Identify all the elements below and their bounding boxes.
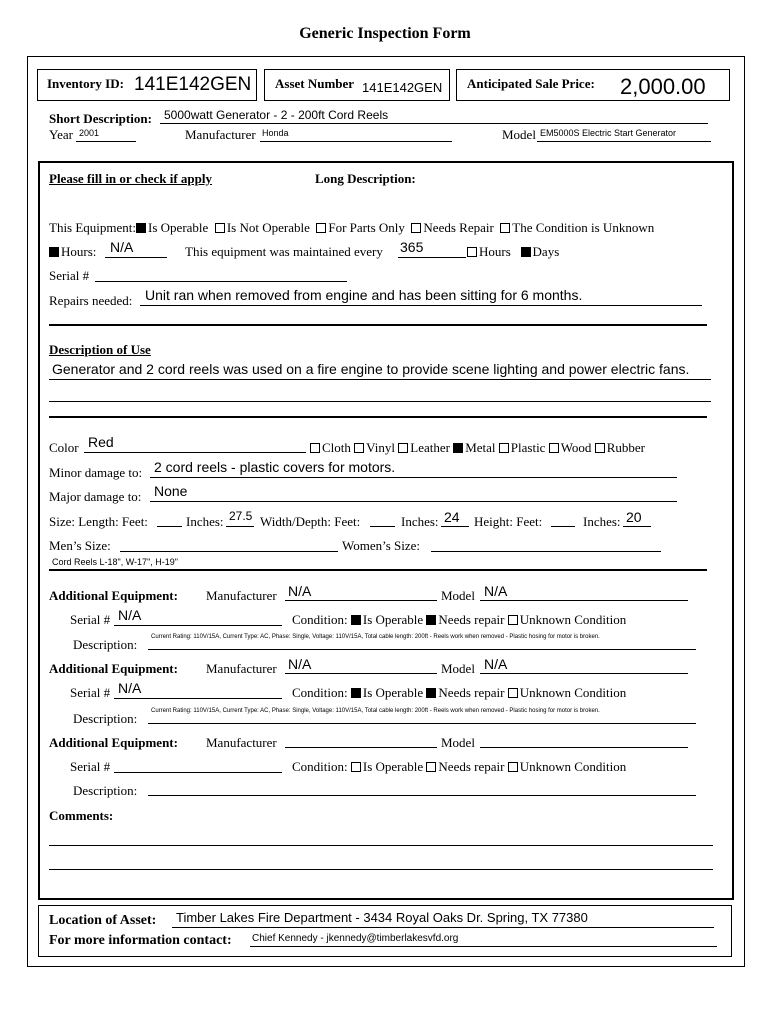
repairs-value[interactable]: Unit ran when removed from engine and has been sitting for 6 months. <box>145 287 583 303</box>
addl-2-description-value[interactable]: Current Rating: 110V/15A, Current Type: AC, Phase: Single, Voltage: 110V/15A, Total cable length: 200ft - Reels work when removed - Plastic hosing for motor is broken. <box>151 708 600 714</box>
addl-2-description-line <box>148 723 696 724</box>
addl-1-repair-label: Needs repair <box>438 612 505 627</box>
mens-size-label: Men’s Size: <box>49 538 111 553</box>
addl-2-repair-label: Needs repair <box>438 685 505 700</box>
inventory-id-label: Inventory ID: <box>47 76 124 91</box>
manufacturer-line <box>260 141 452 142</box>
addl-3-operable-checkbox[interactable] <box>351 762 361 772</box>
leather-checkbox[interactable] <box>398 443 408 453</box>
addl-2-condition-row <box>292 685 626 701</box>
womens-size-label: Women’s Size: <box>342 538 421 553</box>
use-divider <box>49 416 707 418</box>
addl-3-model-line[interactable] <box>480 747 688 748</box>
major-damage-value[interactable]: None <box>154 483 188 499</box>
addl-2-manufacturer-label: Manufacturer <box>206 661 277 676</box>
wood-label: Wood <box>560 440 592 455</box>
color-line <box>84 452 306 453</box>
addl-3-repair-checkbox[interactable] <box>426 762 436 772</box>
addl-2-manufacturer-line <box>285 673 437 674</box>
needs-repair-checkbox[interactable] <box>411 223 421 233</box>
addl-equipment-1-label: Additional Equipment: <box>49 588 178 603</box>
inventory-id-value[interactable]: 141E142GEN <box>134 74 252 95</box>
manufacturer-value[interactable]: Honda <box>262 128 289 138</box>
width-inches-value[interactable]: 24 <box>444 509 460 525</box>
maint-days-checkbox[interactable] <box>521 247 531 257</box>
short-description-label: Short Description: <box>49 111 152 126</box>
addl-1-repair-checkbox[interactable] <box>426 615 436 625</box>
use-label: Description of Use <box>49 342 151 357</box>
minor-damage-label: Minor damage to: <box>49 465 143 480</box>
width-inches-label: Inches: <box>401 514 439 529</box>
length-inches-line <box>226 526 254 527</box>
addl-1-model-label: Model <box>441 588 475 603</box>
addl-3-condition-row <box>292 759 626 775</box>
addl-1-manufacturer-value[interactable]: N/A <box>288 583 312 599</box>
addl-2-unknown-label: Unknown Condition <box>519 685 627 700</box>
asset-number-label: Asset Number <box>275 76 355 91</box>
condition-unknown-label: The Condition is Unknown <box>512 220 655 235</box>
minor-damage-line <box>150 477 677 478</box>
addl-equipment-3-label: Additional Equipment: <box>49 735 178 750</box>
contact-line <box>250 946 717 947</box>
addl-3-unknown-label: Unknown Condition <box>519 759 627 774</box>
maint-hours-checkbox[interactable] <box>467 247 477 257</box>
equipment-label: This Equipment: <box>49 220 137 235</box>
addl-2-serial-line <box>114 698 282 699</box>
serial-label: Serial # <box>49 268 90 283</box>
addl-2-operable-label: Is Operable <box>362 685 424 700</box>
height-inches-line <box>623 526 651 527</box>
repairs-line <box>140 305 702 306</box>
addl-3-description-label: Description: <box>73 783 138 798</box>
use-line-1 <box>49 379 711 380</box>
year-value[interactable]: 2001 <box>79 128 100 138</box>
width-feet-line[interactable] <box>370 526 395 527</box>
model-line <box>537 141 711 142</box>
operable-label: Is Operable <box>148 220 209 235</box>
repairs-divider <box>49 324 707 326</box>
addl-1-manufacturer-line <box>285 600 437 601</box>
addl-3-model-label: Model <box>441 735 475 750</box>
parts-only-checkbox[interactable] <box>316 223 326 233</box>
hours-value[interactable]: N/A <box>110 239 134 255</box>
long-description-label: Long Description: <box>315 171 416 186</box>
rubber-label: Rubber <box>606 440 645 455</box>
short-description-line <box>160 123 708 124</box>
color-value[interactable]: Red <box>88 434 114 450</box>
addl-2-model-value[interactable]: N/A <box>484 656 508 672</box>
addl-1-condition-row <box>292 612 626 628</box>
addl-3-unknown-checkbox[interactable] <box>508 762 518 772</box>
serial-line[interactable] <box>95 281 347 282</box>
addl-1-operable-label: Is Operable <box>362 612 424 627</box>
addl-equipment-2-label: Additional Equipment: <box>49 661 178 676</box>
sale-price-value[interactable]: 2,000.00 <box>620 74 706 99</box>
year-line <box>76 141 136 142</box>
model-value[interactable]: EM5000S Electric Start Generator <box>540 128 677 138</box>
addl-1-unknown-label: Unknown Condition <box>519 612 627 627</box>
hours-label: Hours: <box>61 244 97 259</box>
length-feet-line[interactable] <box>157 526 182 527</box>
maintained-line <box>398 257 466 258</box>
rubber-checkbox[interactable] <box>595 443 605 453</box>
addl-3-serial-line[interactable] <box>114 772 282 773</box>
addl-1-operable-checkbox[interactable] <box>351 615 361 625</box>
addl-1-description-label: Description: <box>73 637 138 652</box>
plastic-checkbox[interactable] <box>499 443 509 453</box>
addl-2-operable-checkbox[interactable] <box>351 688 361 698</box>
needs-repair-label: Needs Repair <box>423 220 494 235</box>
addl-2-unknown-checkbox[interactable] <box>508 688 518 698</box>
size-note: Cord Reels L-18", W-17", H-19" <box>52 557 178 567</box>
minor-damage-value[interactable]: 2 cord reels - plastic covers for motors. <box>154 459 396 475</box>
addl-1-serial-line <box>114 625 282 626</box>
height-label: Height: Feet: <box>474 514 543 529</box>
leather-label: Leather <box>410 440 450 455</box>
womens-size-line[interactable] <box>431 551 661 552</box>
metal-checkbox[interactable] <box>453 443 463 453</box>
not-operable-checkbox[interactable] <box>215 223 225 233</box>
addl-3-repair-label: Needs repair <box>438 759 505 774</box>
comments-label: Comments: <box>49 808 114 823</box>
contact-label: For more information contact: <box>49 933 232 948</box>
addl-1-serial-label: Serial # <box>70 612 111 627</box>
addl-1-model-value[interactable]: N/A <box>484 583 508 599</box>
hours-line <box>105 257 167 258</box>
equipment-condition-row <box>49 220 654 236</box>
cloth-checkbox[interactable] <box>310 443 320 453</box>
mens-size-line[interactable] <box>120 551 338 552</box>
height-feet-line[interactable] <box>551 526 575 527</box>
operable-checkbox[interactable] <box>136 223 146 233</box>
color-label: Color <box>49 440 79 455</box>
asset-number-value[interactable]: 141E142GEN <box>362 80 443 95</box>
length-inches-value[interactable]: 27.5 <box>229 509 253 523</box>
addl-2-repair-checkbox[interactable] <box>426 688 436 698</box>
plastic-label: Plastic <box>510 440 546 455</box>
location-value[interactable]: Timber Lakes Fire Department - 3434 Royal Oaks Dr. Spring, TX 77380 <box>176 910 588 925</box>
metal-label: Metal <box>465 440 496 455</box>
parts-only-label: For Parts Only <box>328 220 405 235</box>
use-line-2 <box>49 401 711 402</box>
manufacturer-label: Manufacturer <box>185 127 256 142</box>
maintenance-unit-row <box>467 244 559 260</box>
maint-hours-label: Hours <box>479 244 511 259</box>
condition-unknown-checkbox[interactable] <box>500 223 510 233</box>
hours-row <box>49 244 96 260</box>
addl-1-description-line <box>148 649 696 650</box>
vinyl-label: Vinyl <box>366 440 395 455</box>
use-value[interactable]: Generator and 2 cord reels was used on a fire engine to provide scene lighting and power electric fans. <box>52 361 690 377</box>
addl-1-unknown-checkbox[interactable] <box>508 615 518 625</box>
model-label: Model <box>502 127 536 142</box>
major-damage-line <box>150 501 677 502</box>
addl-1-manufacturer-label: Manufacturer <box>206 588 277 603</box>
major-damage-label: Major damage to: <box>49 489 142 504</box>
not-operable-label: Is Not Operable <box>226 220 310 235</box>
year-label: Year <box>49 127 73 142</box>
comments-line-1[interactable] <box>49 845 713 846</box>
maintained-value[interactable]: 365 <box>400 239 424 255</box>
contact-value[interactable]: Chief Kennedy - jkennedy@timberlakesvfd.org <box>252 933 459 944</box>
addl-1-condition-label: Condition: <box>292 612 348 627</box>
size-divider <box>49 569 707 571</box>
addl-2-model-label: Model <box>441 661 475 676</box>
addl-3-serial-label: Serial # <box>70 759 111 774</box>
addl-3-operable-label: Is Operable <box>362 759 424 774</box>
addl-3-description-line[interactable] <box>148 795 696 796</box>
maintained-label: This equipment was maintained every <box>185 244 383 259</box>
addl-3-manufacturer-line[interactable] <box>285 747 437 748</box>
addl-2-serial-value[interactable]: N/A <box>118 680 142 696</box>
location-label: Location of Asset: <box>49 913 157 928</box>
addl-1-model-line <box>480 600 688 601</box>
short-description-value[interactable]: 5000watt Generator - 2 - 200ft Cord Reels <box>164 108 389 122</box>
height-inches-label: Inches: <box>583 514 621 529</box>
maint-days-label: Days <box>532 244 560 259</box>
width-label: Width/Depth: Feet: <box>260 514 361 529</box>
cloth-label: Cloth <box>322 440 351 455</box>
repairs-label: Repairs needed: <box>49 293 133 308</box>
vinyl-checkbox[interactable] <box>354 443 364 453</box>
length-inches-label: Inches: <box>186 514 224 529</box>
material-row <box>310 440 645 456</box>
size-length-label: Size: Length: Feet: <box>49 514 148 529</box>
addl-2-manufacturer-value[interactable]: N/A <box>288 656 312 672</box>
comments-line-2[interactable] <box>49 869 713 870</box>
location-line <box>172 927 714 928</box>
addl-2-serial-label: Serial # <box>70 685 111 700</box>
addl-3-condition-label: Condition: <box>292 759 348 774</box>
wood-checkbox[interactable] <box>549 443 559 453</box>
addl-2-model-line <box>480 673 688 674</box>
addl-2-description-label: Description: <box>73 711 138 726</box>
addl-3-manufacturer-label: Manufacturer <box>206 735 277 750</box>
addl-1-description-value[interactable]: Current Rating: 110V/15A, Current Type: AC, Phase: Single, Voltage: 110V/15A, Total cable length: 200ft - Reels work when removed - Plastic hosing for motor is broken. <box>151 634 600 640</box>
width-inches-line <box>441 526 469 527</box>
fill-instruction: Please fill in or check if apply <box>49 171 212 186</box>
form-title: Generic Inspection Form <box>299 25 471 42</box>
addl-1-serial-value[interactable]: N/A <box>118 607 142 623</box>
inner-form-box <box>38 161 734 900</box>
addl-2-condition-label: Condition: <box>292 685 348 700</box>
height-inches-value[interactable]: 20 <box>626 509 642 525</box>
sale-price-label: Anticipated Sale Price: <box>467 76 595 91</box>
hours-checkbox[interactable] <box>49 247 59 257</box>
